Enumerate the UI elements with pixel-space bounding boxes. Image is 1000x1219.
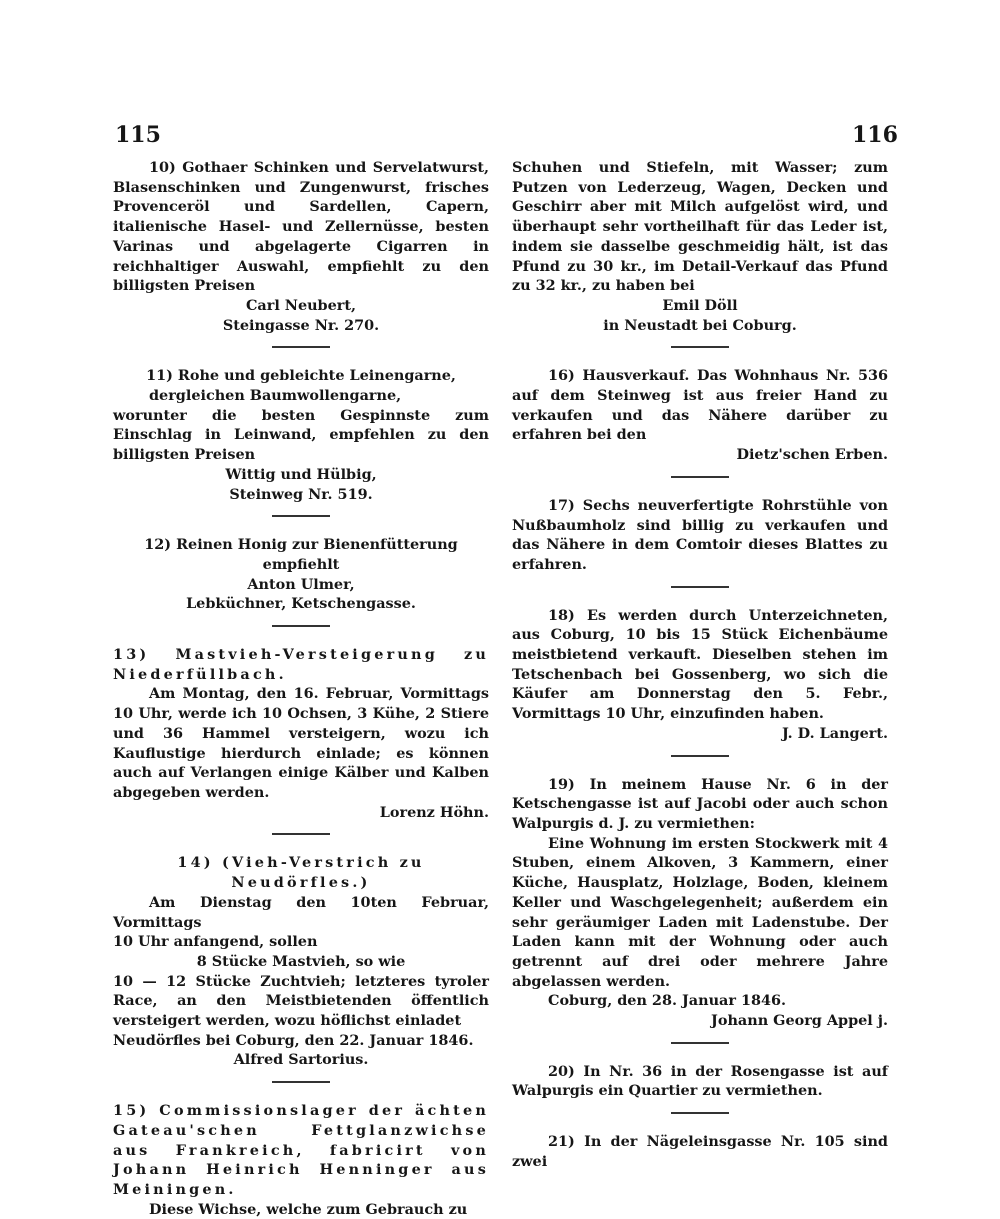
page-number-left: 115	[115, 122, 161, 148]
ad-15-continued	[512, 158, 888, 335]
ad-15-text: Diese Wichse, welche zum Gebrauch zu	[149, 1200, 468, 1218]
divider	[272, 833, 330, 835]
ad-11-name: Wittig und Hülbig,	[225, 465, 377, 483]
ad-13	[113, 645, 489, 822]
ad-12-address: Lebküchner, Ketschengasse.	[186, 595, 416, 613]
ad-16-text: 16) Hausverkauf. Das Wohnhaus Nr. 536 auf dem Steinweg ist aus freier Hand zu verkaufen und das Nähere darüber zu erfahren bei den	[512, 367, 888, 444]
divider	[671, 1042, 729, 1044]
ad-18-name: J. D. Langert.	[781, 724, 888, 742]
ad-14-date: Neudörfles bei Coburg, den 22. Januar 1846.	[113, 1031, 474, 1049]
ad-14-line3: 8 Stücke Mastvieh, so wie	[196, 952, 406, 970]
ad-15	[113, 1101, 489, 1219]
ad-11-text: worunter die besten Gespinnste zum Einschlag in Leinwand, empfehlen zu den billigsten Preisen	[113, 406, 489, 464]
ad-10	[113, 158, 489, 335]
ad-11-line2: dergleichen Baumwollengarne,	[149, 387, 402, 405]
ad-20	[512, 1062, 888, 1101]
divider	[671, 1112, 729, 1114]
right-column	[512, 158, 888, 1172]
ad-19-date: Coburg, den 28. Januar 1846.	[548, 992, 787, 1010]
ad-10-address: Steingasse Nr. 270.	[222, 316, 380, 334]
page-number-right: 116	[852, 122, 898, 148]
ad-18	[512, 606, 888, 744]
ad-13-heading: 13) Mastvieh-Versteigerung zu Niederfüllbach.	[113, 646, 489, 683]
ad-17-text: 17) Sechs neuverfertigte Rohrstühle von Nußbaumholz sind billig zu verkaufen und das Nähere in dem Comtoir dieses Blattes zu erfahren.	[512, 496, 888, 573]
ad-21	[512, 1132, 888, 1171]
ad-11-address: Steinweg Nr. 519.	[229, 485, 373, 503]
divider	[272, 625, 330, 627]
ad-19-name: Johann Georg Appel j.	[711, 1012, 888, 1030]
ad-10-name: Carl Neubert,	[245, 296, 357, 314]
ad-10-text: 10) Gothaer Schinken und Servelatwurst, Blasenschinken und Zungenwurst, frisches Provenceröl und Sardellen, Capern, italienische Hasel- und Zellernüsse, besten Varinas und abgelagerte Cigarren in reichhaltiger Auswahl, empfiehlt zu den billigsten Preisen	[113, 159, 489, 295]
divider	[272, 1081, 330, 1083]
ad-14-text: 10 — 12 Stücke Zuchtvieh; letzteres tyroler Race, an den Meistbietenden öffentlich versteigert werden, wozu höflichst einladet	[113, 972, 489, 1030]
ad-16	[512, 366, 888, 465]
ad-21-text: 21) In der Nägeleinsgasse Nr. 105 sind zwei	[512, 1133, 888, 1170]
ad-13-text: Am Montag, den 16. Februar, Vormittags 10 Uhr, werde ich 10 Ochsen, 3 Kühe, 2 Stiere und 36 Hammel versteigern, wozu ich Kauflustige hierdurch einlade; es können auch auf Verlangen einige Kälber und Kalben abgegeben werden.	[113, 685, 489, 801]
ad-12-line1: 12) Reinen Honig zur Bienenfütterung empfiehlt	[144, 536, 458, 573]
ad-15-cont-address: in Neustadt bei Coburg.	[603, 316, 797, 334]
ad-14-heading: 14) (Vieh-Verstrich zu Neudörfles.)	[177, 854, 425, 892]
divider	[272, 515, 330, 517]
ad-19-text2: Eine Wohnung im ersten Stockwerk mit 4 Stuben, einem Alkoven, 3 Kammern, einer Küche, Hausplatz, Holzlage, Boden, kleinem Keller und Waschgelegenheit; außerdem ein sehr geräumiger Laden mit Ladenstube. Der Laden kann mit der Wohnung oder auch getrennt auf drei oder mehrere Jahre abgelassen werden.	[512, 834, 888, 990]
divider	[671, 586, 729, 588]
ad-15-cont-name: Emil Döll	[662, 296, 738, 314]
ad-14-name: Alfred Sartorius.	[233, 1051, 369, 1069]
ad-12	[113, 535, 489, 614]
ad-14-line2: 10 Uhr anfangend, sollen	[113, 933, 318, 951]
ad-11	[113, 366, 489, 504]
divider	[671, 476, 729, 478]
ad-19	[512, 775, 888, 1031]
divider	[671, 755, 729, 757]
divider	[671, 346, 729, 348]
ad-19-text: 19) In meinem Hause Nr. 6 in der Ketschengasse ist auf Jacobi oder auch schon Walpurgis d. J. zu vermiethen:	[512, 775, 888, 832]
ad-17	[512, 496, 888, 575]
ad-16-name: Dietz'schen Erben.	[736, 446, 888, 464]
left-column	[113, 158, 489, 1219]
ad-12-name: Anton Ulmer,	[247, 575, 355, 593]
divider	[272, 346, 330, 348]
ad-11-line1: 11) Rohe und gebleichte Leinengarne,	[146, 367, 456, 385]
ad-18-text: 18) Es werden durch Unterzeichneten, aus Coburg, 10 bis 15 Stück Eichenbäume meistbietend verkauft. Dieselben stehen im Tetschenbach bei Gossenberg, wo sich die Käufer am Donnerstag den 5. Febr., Vormittags 10 Uhr, einzufinden haben.	[512, 606, 888, 723]
ad-15-cont-text: Schuhen und Stiefeln, mit Wasser; zum Putzen von Lederzeug, Wagen, Decken und Geschirr aber mit Milch aufgelöst wird, und überhaupt sehr vortheilhaft für das Leder ist, indem sie dasselbe geschmeidig hält, ist das Pfund zu 30 kr., im Detail-Verkauf das Pfund zu 32 kr., zu haben bei	[512, 159, 888, 295]
ad-13-name: Lorenz Höhn.	[379, 803, 489, 821]
ad-14-line1: Am Dienstag den 10ten Februar, Vormittags	[113, 893, 489, 931]
ad-15-heading: 15) Commissionslager der ächten Gateau'schen Fettglanzwichse aus Frankreich, fabricirt von Johann Heinrich Henninger aus Meiningen.	[113, 1102, 489, 1198]
ad-20-text: 20) In Nr. 36 in der Rosengasse ist auf Walpurgis ein Quartier zu vermiethen.	[512, 1062, 888, 1100]
ad-14	[113, 853, 489, 1070]
